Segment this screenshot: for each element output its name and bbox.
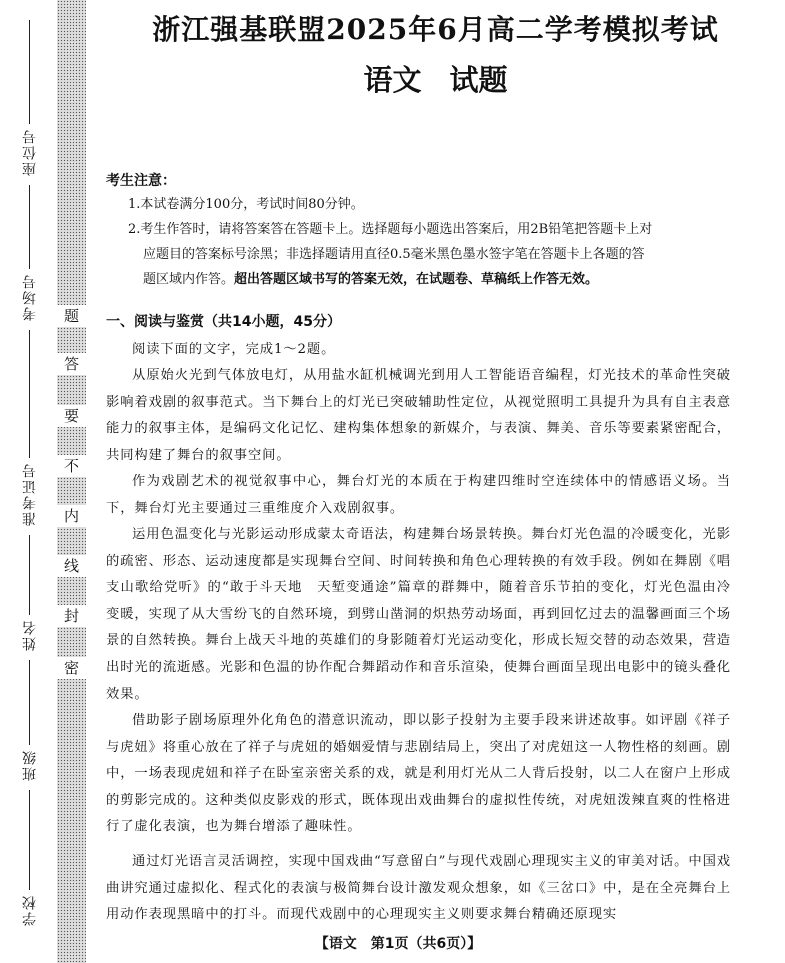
notice-item: 1.本试卷满分100分，考试时间80分钟。	[128, 197, 364, 212]
paragraph-5: 通过灯光语言灵活调控，实现中国戏曲“写意留白”与现代戏剧心理现实主义的审美对话。中国戏曲讲究通过虚拟化、程式化的表演与极简舞台设计激发观众想象，如《三岔口》中，是在全亮舞台上用动作表现黑暗中的打斗。而现代戏剧中的心理现实主义则要求舞台精确还原现实	[106, 854, 731, 923]
seal-char: 内	[57, 505, 86, 527]
seal-char: 答	[57, 353, 86, 375]
paragraph-2: 作为戏剧艺术的视觉叙事中心，舞台灯光的本质在于构建四维时空连续体中的情感语义场。当下，舞台灯光主要通过三重维度介入戏剧叙事。	[106, 474, 731, 516]
seat-number-label: 座位号	[20, 124, 40, 180]
admission-number-label: 准考证号	[20, 458, 40, 530]
class-label: 班级	[20, 745, 40, 785]
seal-char: 要	[57, 405, 86, 427]
paragraph-3: 运用色温变化与光影运动形成蒙太奇语法，构建舞台场景转换。舞台灯光色温的冷暖变化，光影的疏密、形态、运动速度都是实现舞台空间、时间转换和角色心理转换的有效手段。例如在舞剧《唱支山歌给党听》的“敢于斗天地 天堑变通途”篇章的群舞中，随着音乐节拍的变化，灯光色温由冷变暖，实现了从大雪纷飞的自然环境，到劈山凿洞的炽热劳动场面，再到回忆过去的温馨画面三个场景的自然转换。舞台上战天斗地的英雄们的身影随着灯光运动变化，形成长短交替的动态效果，营造出时光的流逝感。光影和色温的协作配合舞蹈动作和音乐渲染，使舞台画面呈现出电影中的镜头叠化效果。	[106, 527, 731, 702]
class-field	[12, 660, 48, 785]
school-label: 学校	[20, 890, 40, 930]
footer-text: 【语文 第1页（共6页）】	[314, 936, 482, 952]
notice-bold-warning: 超出答题区域书写的答案无效，在试题卷、草稿纸上作答无效。	[234, 272, 599, 287]
seal-char: 封	[57, 605, 86, 627]
notice-item: 2.考生作答时，请将答案答在答题卡上。选择题每小题选出答案后，用2B铅笔把答题卡上对	[128, 222, 653, 237]
exam-room-label: 考场号	[20, 269, 40, 325]
seal-char: 不	[57, 455, 86, 477]
notice-heading: 考生注意：	[106, 173, 176, 189]
seal-line-text	[57, 305, 86, 705]
reading-intro: 阅读下面的文字，完成1～2题。	[132, 342, 336, 357]
page-footer	[98, 933, 698, 953]
admission-number-field	[12, 330, 48, 530]
seal-char: 密	[57, 657, 86, 679]
seal-char: 线	[57, 555, 86, 577]
exam-title: 浙江强基联盟2025年6月高二学考模拟考试	[152, 13, 719, 46]
exam-room-field	[12, 185, 48, 325]
section-heading: 一、阅读与鉴赏（共14小题，45分）	[106, 314, 341, 330]
seat-number-field	[12, 20, 48, 180]
name-label: 姓名	[20, 615, 40, 655]
school-field	[12, 790, 48, 930]
notice-item-cont: 应题目的答案标号涂黑；非选择题请用直径0.5毫米黑色墨水签字笔在答题卡上各题的答	[143, 247, 645, 262]
name-field	[12, 535, 48, 655]
seal-char: 题	[57, 305, 86, 327]
paragraph-4: 借助影子剧场原理外化角色的潜意识流动，即以影子投射为主要手段来讲述故事。如评剧《祥子与虎妞》将重心放在了祥子与虎妞的婚姻爱情与悲剧结局上，突出了对虎妞这一人物性格的刻画。剧中，一场表现虎妞和祥子在卧室亲密关系的戏，就是利用灯光从二人背后投射，以二人在窗户上形成的剪影完成的。这种类似皮影戏的形式，既体现出戏曲舞台的虚拟性传统，对虎妞泼辣直爽的性格进行了虚化表演，也为舞台增添了趣味性。	[106, 713, 731, 835]
paragraph-1: 从原始火光到气体放电灯，从用盐水缸机械调光到用人工智能语音编程，灯光技术的革命性突破影响着戏剧的叙事范式。当下舞台上的灯光已突破辅助性定位，从视觉照明工具提升为具有自主表意能力的叙事主体，是编码文化记忆、建构集体想象的新媒介，与表演、舞美、音乐等要素紧密配合，共同构建了舞台的叙事空间。	[106, 368, 731, 463]
notice-item-cont	[128, 267, 728, 292]
notice-plain-text: 题区域内作答。	[143, 272, 235, 287]
notice-list	[128, 192, 728, 292]
exam-subtitle: 语文 试题	[363, 63, 508, 97]
binding-margin	[0, 0, 92, 963]
